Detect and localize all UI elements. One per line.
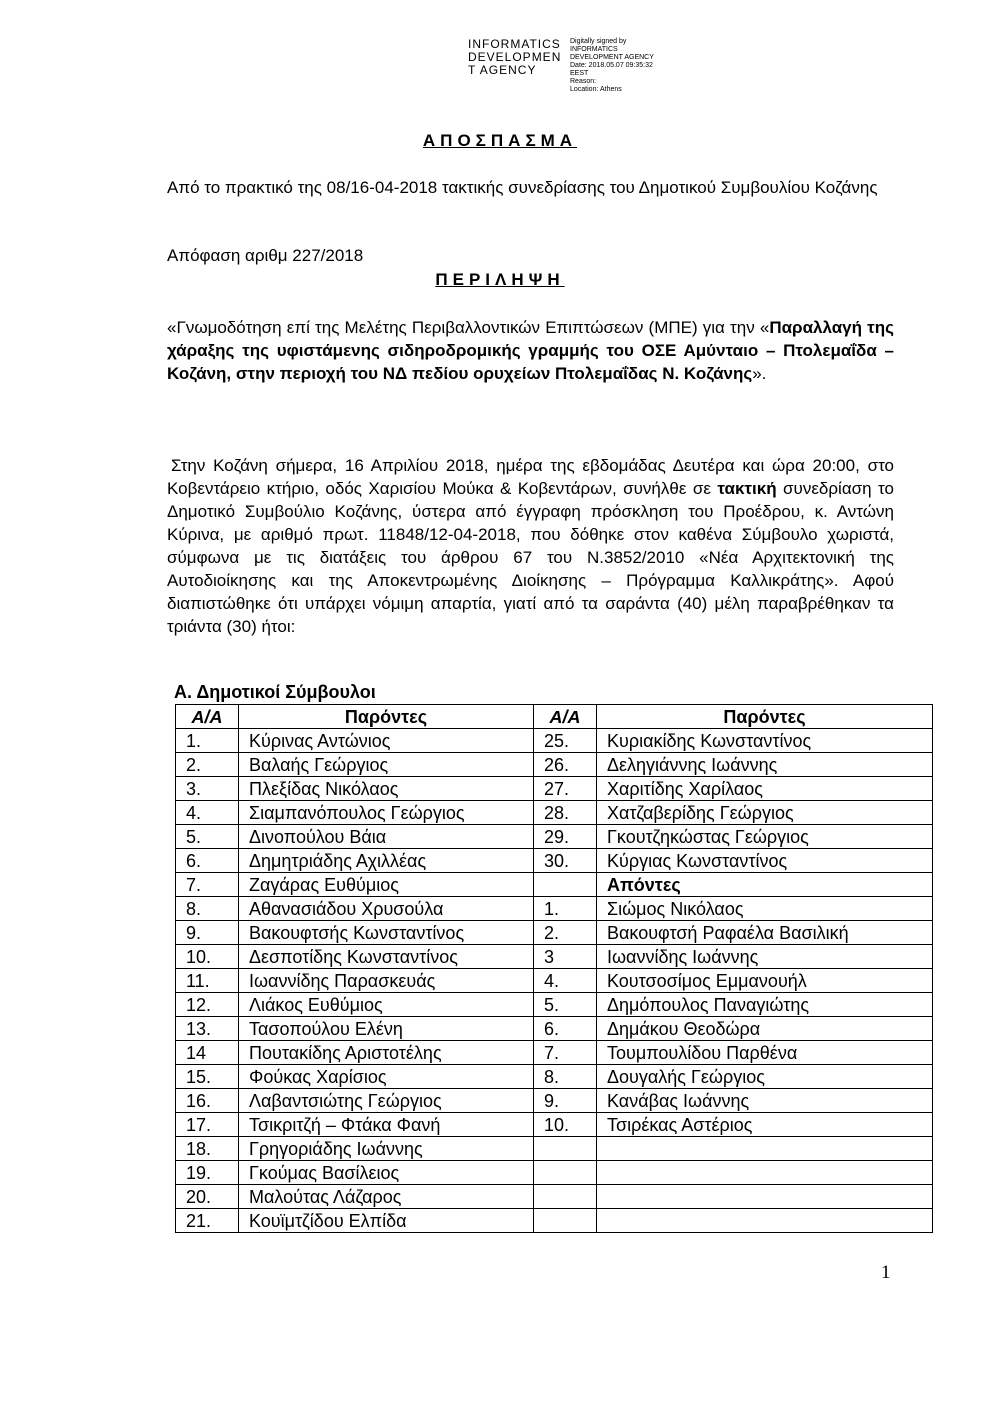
table-row [176, 849, 933, 873]
table-row [176, 897, 933, 921]
member-name: Χαριτίδης Χαρίλαος [597, 777, 933, 801]
row-number: 8. [534, 1065, 597, 1089]
row-number: 15. [176, 1065, 239, 1089]
row-number: 18. [176, 1137, 239, 1161]
row-number: 13. [176, 1017, 239, 1041]
row-number: 5. [176, 825, 239, 849]
row-number: 9. [176, 921, 239, 945]
row-number: 6. [176, 849, 239, 873]
row-number: 10. [176, 945, 239, 969]
table-row [176, 1113, 933, 1137]
signature-detail-line: EEST [570, 70, 589, 77]
row-number: 14 [176, 1041, 239, 1065]
document-title: ΑΠΟΣΠΑΣΜΑ [422, 131, 578, 150]
signature-name-line: DEVELOPMEN [468, 50, 562, 64]
row-number [534, 1209, 597, 1233]
row-number: 8. [176, 897, 239, 921]
member-name: Τσικριτζή – Φτάκα Φανή [239, 1113, 534, 1137]
signature-detail-line: Location: Athens [570, 86, 622, 93]
table-row [176, 921, 933, 945]
row-number: 19. [176, 1161, 239, 1185]
intro-paragraph: Από το πρακτικό της 08/16-04-2018 τακτικής συνεδρίασης του Δημοτικού Συμβουλίου Κοζάνης [167, 178, 878, 197]
row-number: 26. [534, 753, 597, 777]
row-number: 25. [534, 729, 597, 753]
signature-details [570, 38, 654, 94]
table-row [176, 1065, 933, 1089]
row-number: 27. [534, 777, 597, 801]
row-number: 28. [534, 801, 597, 825]
page-number: 1 [881, 1262, 891, 1283]
member-name: Ιωαννίδης Παρασκευάς [239, 969, 534, 993]
row-number [534, 1185, 597, 1209]
table-row [176, 777, 933, 801]
summary-title: ΠΕΡΙΛΗΨΗ [435, 270, 565, 289]
row-number: 21. [176, 1209, 239, 1233]
table-row [176, 825, 933, 849]
row-number: 17. [176, 1113, 239, 1137]
member-name: Τουμπουλίδου Παρθένα [597, 1041, 933, 1065]
member-name: Δινοπούλου Βάια [239, 825, 534, 849]
table-row [176, 729, 933, 753]
row-number: 1. [534, 897, 597, 921]
row-number: 11. [176, 969, 239, 993]
row-number [534, 1161, 597, 1185]
row-number: 29. [534, 825, 597, 849]
table-row [176, 1041, 933, 1065]
decision-number: Απόφαση αριθμ 227/2018 [167, 246, 364, 265]
row-number: 7. [534, 1041, 597, 1065]
member-name: Ζαγάρας Ευθύμιος [239, 873, 534, 897]
member-name: Γκουτζηκώστας Γεώργιος [597, 825, 933, 849]
table-row [176, 1017, 933, 1041]
header-aa: Α/Α [176, 705, 239, 729]
table-row [176, 1209, 933, 1233]
row-number: 4. [534, 969, 597, 993]
member-name: Γκούμας Βασίλειος [239, 1161, 534, 1185]
row-number: 9. [534, 1089, 597, 1113]
member-name: Κύρινας Αντώνιος [239, 729, 534, 753]
summary-paragraph [167, 316, 894, 385]
header-present: Παρόντες [239, 705, 534, 729]
attendance-table [175, 704, 933, 1233]
member-name: Κύργιας Κωνσταντίνος [597, 849, 933, 873]
row-number: 5. [534, 993, 597, 1017]
table-row [176, 873, 933, 897]
member-name: Πλεξίδας Νικόλαος [239, 777, 534, 801]
session-type: τακτική [717, 479, 777, 498]
member-name [597, 1209, 933, 1233]
member-name: Κυριακίδης Κωνσταντίνος [597, 729, 933, 753]
row-number: 20. [176, 1185, 239, 1209]
member-name: Σιώμος Νικόλαος [597, 897, 933, 921]
header-present: Παρόντες [597, 705, 933, 729]
member-name: Βακουφτσής Κωνσταντίνος [239, 921, 534, 945]
summary-subject: Παραλλαγή της χάραξης της υφιστάμενης σιδηροδρομικής γραμμής του ΟΣΕ Αμύνταιο – Πτολεμαΐδα – Κοζάνη, στην περιοχή του ΝΔ πεδίου ορυχείων Πτολεμαΐδας Ν. Κοζάνης [167, 318, 894, 383]
member-name: Δεληγιάννης Ιωάννης [597, 753, 933, 777]
header-aa: Α/Α [534, 705, 597, 729]
table-row [176, 1137, 933, 1161]
member-name [597, 1161, 933, 1185]
member-name [597, 1185, 933, 1209]
signature-name [468, 38, 568, 94]
table-row [176, 1089, 933, 1113]
body-text-end: συνεδρίαση το Δημοτικό Συμβούλιο Κοζάνης, ύστερα από έγγραφη πρόσκληση του Προέδρου, κ. Αντώνη Κύρινα, με αριθμό πρωτ. 11848/12-04-2018, που δόθηκε στον καθένα Σύμβουλο χωριστά, σύμφωνα με τις διατάξεις του άρθρου 67 του Ν.3852/2010 «Νέα Αρχιτεκτονική της Αυτοδιοίκησης και της Αποκεντρωμένης Διοίκησης – Πρόγραμμα Καλλικράτης». Αφού διαπιστώθηκε ότι υπάρχει νόμιμη απαρτία, γιατί από τα σαράντα (40) μέλη παραβρέθηκαν τα τριάντα (30) ήτοι: [167, 479, 894, 636]
row-number: 3 [534, 945, 597, 969]
member-name: Κουϊμτζίδου Ελπίδα [239, 1209, 534, 1233]
table-row [176, 1185, 933, 1209]
table-row [176, 801, 933, 825]
member-name: Δημάκου Θεοδώρα [597, 1017, 933, 1041]
table-row [176, 969, 933, 993]
member-name: Λιάκος Ευθύμιος [239, 993, 534, 1017]
signature-detail-line: DEVELOPMENT AGENCY [570, 54, 654, 61]
row-number: 6. [534, 1017, 597, 1041]
signature-detail-line: Digitally signed by [570, 38, 627, 45]
member-name: Μαλούτας Λάζαρος [239, 1185, 534, 1209]
row-number: 2. [534, 921, 597, 945]
member-name: Δημόπουλος Παναγιώτης [597, 993, 933, 1017]
section-title: Α. Δημοτικοί Σύμβουλοι [174, 682, 376, 702]
table-row [176, 945, 933, 969]
member-name: Κουτσοσίμος Εμμανουήλ [597, 969, 933, 993]
member-name: Τσιρέκας Αστέριος [597, 1113, 933, 1137]
table-row [176, 1161, 933, 1185]
member-name: Αθανασιάδου Χρυσούλα [239, 897, 534, 921]
member-name: Ιωαννίδης Ιωάννης [597, 945, 933, 969]
row-number: 2. [176, 753, 239, 777]
member-name: Βακουφτσή Ραφαέλα Βασιλική [597, 921, 933, 945]
summary-text-end: ». [752, 364, 767, 383]
row-number: 1. [176, 729, 239, 753]
digital-signature [468, 38, 654, 94]
row-number [534, 873, 597, 897]
member-name: Φούκας Χαρίσιος [239, 1065, 534, 1089]
body-paragraph [167, 454, 894, 638]
row-number: 4. [176, 801, 239, 825]
table-header-row [176, 705, 933, 729]
row-number: 12. [176, 993, 239, 1017]
row-number: 10. [534, 1113, 597, 1137]
member-name [597, 1137, 933, 1161]
member-name: Βαλαής Γεώργιος [239, 753, 534, 777]
member-name: Τασοπούλου Ελένη [239, 1017, 534, 1041]
member-name: Κανάβας Ιωάννης [597, 1089, 933, 1113]
member-name: Σιαμπανόπουλος Γεώργιος [239, 801, 534, 825]
member-name: Δημητριάδης Αχιλλέας [239, 849, 534, 873]
row-number: 16. [176, 1089, 239, 1113]
row-number: 30. [534, 849, 597, 873]
signature-detail-line: INFORMATICS [570, 46, 618, 53]
row-number: 7. [176, 873, 239, 897]
signature-detail-line: Reason: [570, 78, 597, 85]
member-name: Δεσποτίδης Κωνσταντίνος [239, 945, 534, 969]
member-name: Δουγαλής Γεώργιος [597, 1065, 933, 1089]
table-row [176, 753, 933, 777]
member-name: Απόντες [597, 873, 933, 897]
table-row [176, 993, 933, 1017]
member-name: Γρηγοριάδης Ιωάννης [239, 1137, 534, 1161]
signature-name-line: T AGENCY [468, 63, 537, 77]
summary-text: «Γνωμοδότηση επί της Μελέτης Περιβαλλοντικών Επιπτώσεων (ΜΠΕ) για την « [167, 318, 770, 337]
signature-name-line: INFORMATICS [468, 37, 561, 51]
row-number [534, 1137, 597, 1161]
signature-detail-line: Date: 2018.05.07 09:35:32 [570, 62, 653, 69]
row-number: 3. [176, 777, 239, 801]
member-name: Πουτακίδης Αριστοτέλης [239, 1041, 534, 1065]
body-text: Στην Κοζάνη σήμερα, 16 Απριλίου 2018, ημέρα της εβδομάδας Δευτέρα και ώρα 20:00, στο Κοβεντάρειο κτήριο, οδός Χαρισίου Μούκα & Κοβεντάρων, συνήλθε σε [167, 456, 894, 498]
member-name: Χατζαβερίδης Γεώργιος [597, 801, 933, 825]
member-name: Λαβαντσιώτης Γεώργιος [239, 1089, 534, 1113]
